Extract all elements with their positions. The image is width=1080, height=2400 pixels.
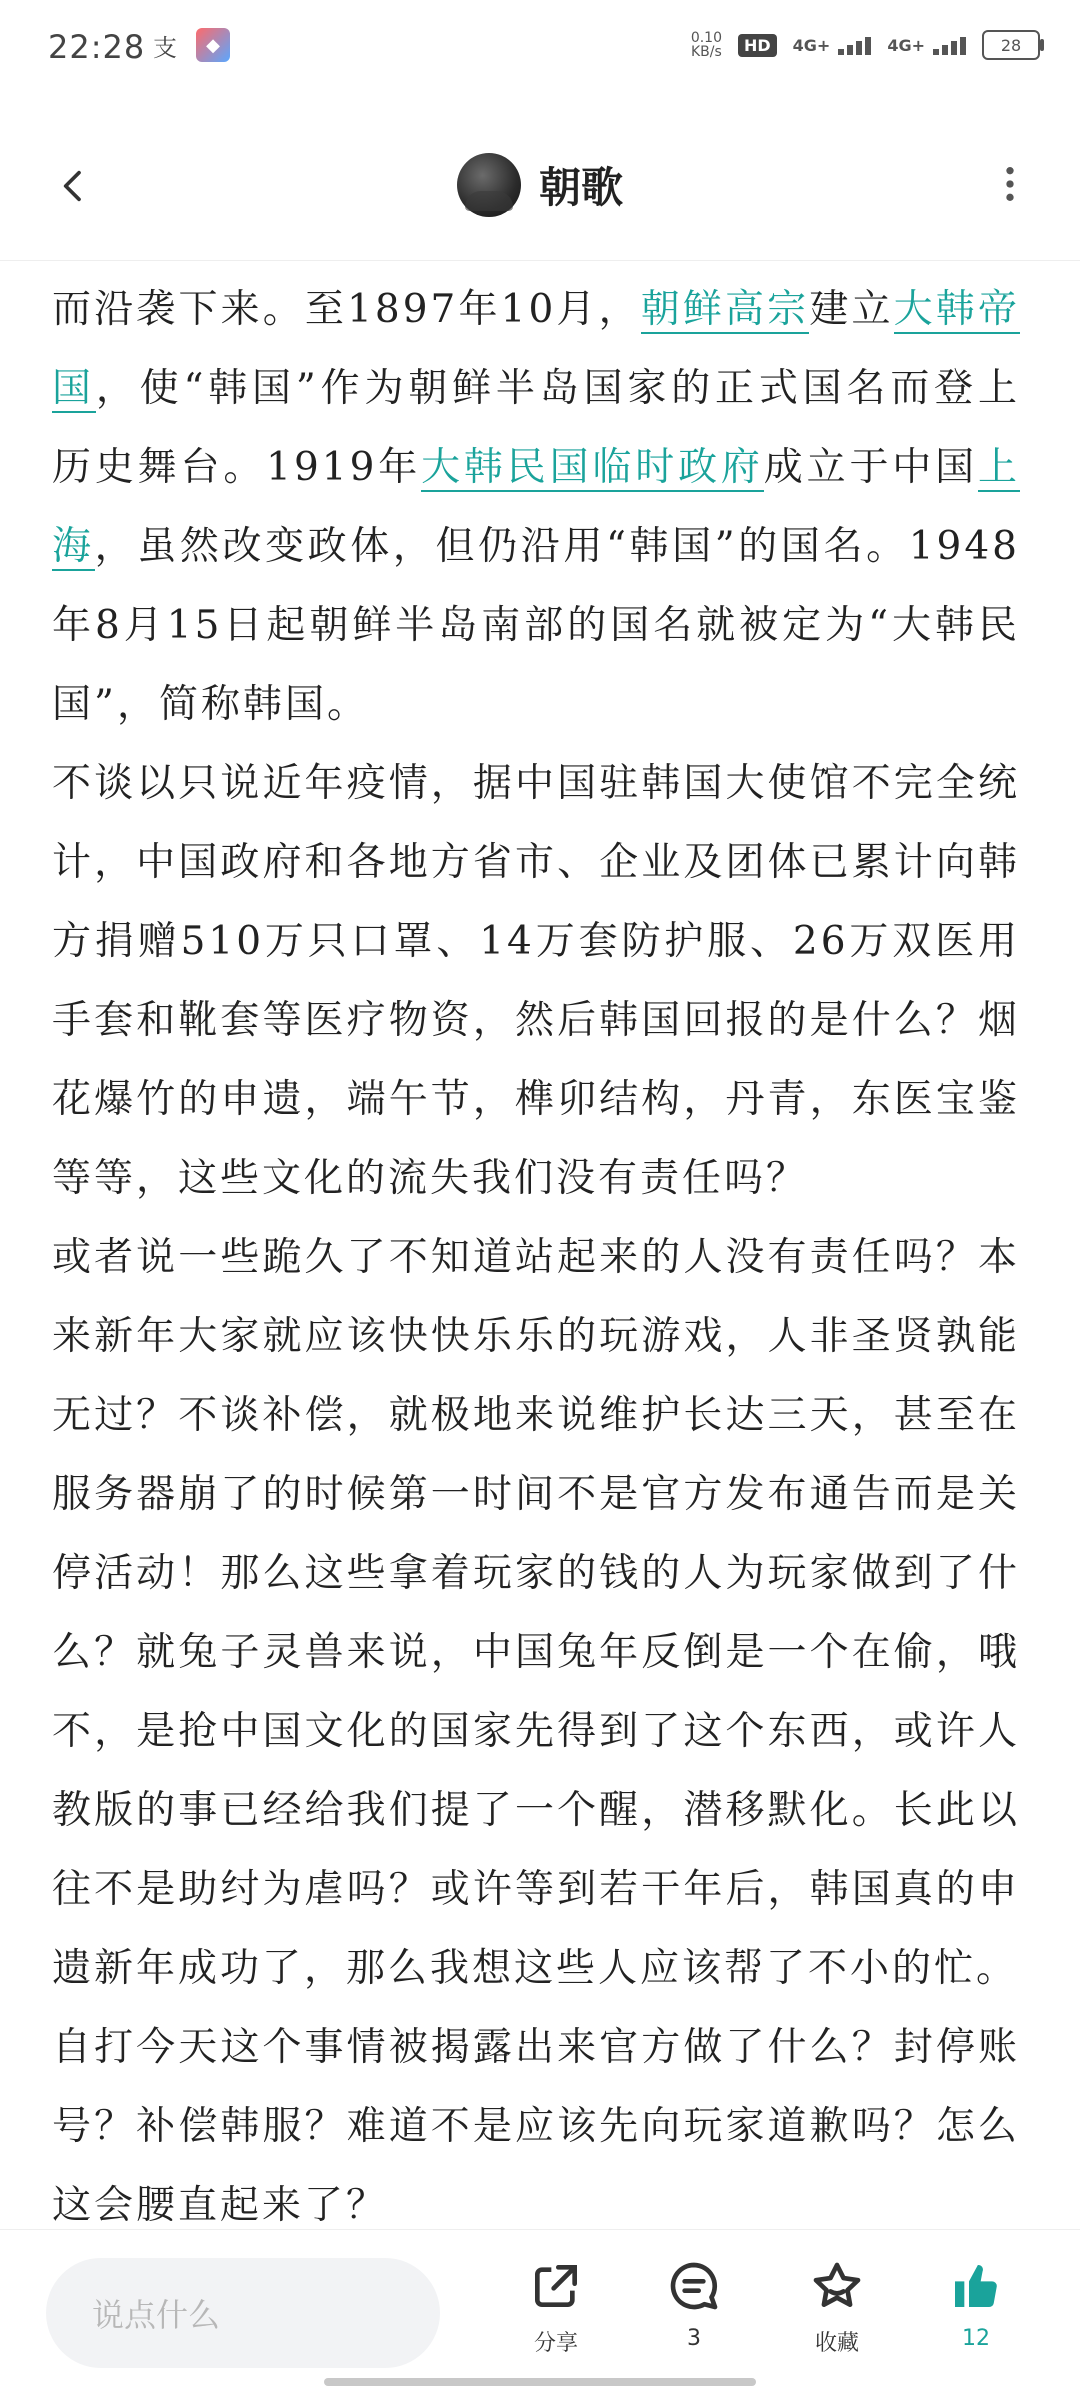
network-speed: 0.10 KB/s bbox=[690, 30, 722, 60]
game-icon: ◆ bbox=[196, 28, 230, 62]
share-icon bbox=[526, 2256, 586, 2316]
paragraph-1: 而沿袭下来。至1897年10月，朝鲜高宗建立大韩帝国，使“韩国”作为朝鲜半岛国家的正式国名而登上历史舞台。1919年大韩民国临时政府成立于中国上海，虽然改变政体，但仍沿用“韩国”的国名。1948年8月15日起朝鲜半岛南部的国名就被定为“大韩民国”，简称韩国。 bbox=[52, 287, 1020, 727]
more-vertical-icon bbox=[998, 164, 1022, 204]
back-button[interactable] bbox=[44, 156, 104, 216]
notification-icons bbox=[148, 28, 230, 62]
comment-icon bbox=[664, 2256, 724, 2316]
signal-bars-icon bbox=[933, 35, 966, 55]
avatar bbox=[457, 153, 521, 217]
thumbs-up-icon bbox=[946, 2256, 1006, 2316]
paragraph-2: 不谈以只说近年疫情，据中国驻韩国大使馆不完全统计，中国政府和各地方省市、企业及团体已累计向韩方捐赠510万只口罩、14万套防护服、26万双医用手套和靴套等医疗物资，然后韩国回报的是什么？烟花爆竹的申遗，端午节，榫卯结构，丹青，东医宝鉴等等，这些文化的流失我们没有责任吗？ bbox=[52, 761, 1020, 1201]
back-icon bbox=[54, 166, 94, 206]
status-indicators bbox=[691, 30, 1040, 60]
paragraph-4: 自打今天这个事情被揭露出来官方做了什么？封停账号？补偿韩服？难道不是应该先向玩家道歉吗？怎么这会腰直起来了？ bbox=[52, 2025, 1020, 2228]
signal-sim1: 4G+ bbox=[793, 35, 872, 55]
favorite-button[interactable]: 收藏 bbox=[777, 2256, 897, 2376]
more-button[interactable] bbox=[980, 154, 1040, 214]
status-bar bbox=[0, 0, 1080, 100]
status-time: 22:28 bbox=[48, 28, 146, 66]
page-title: 朝歌 bbox=[538, 163, 623, 212]
link-chaoxian-gaozong[interactable]: 朝鲜高宗 bbox=[640, 287, 810, 332]
link-dahanminguo-linshizhengfu[interactable]: 大韩民国临时政府 bbox=[421, 445, 764, 490]
article-content bbox=[52, 270, 1020, 2230]
comment-input[interactable]: 说点什么 bbox=[46, 2258, 440, 2368]
battery-icon: 28 bbox=[982, 30, 1040, 60]
star-icon bbox=[807, 2256, 867, 2316]
home-indicator bbox=[324, 2378, 756, 2386]
comments-button[interactable]: 3 bbox=[634, 2256, 754, 2376]
hd-icon: HD bbox=[738, 34, 777, 57]
link-dahan-diguo[interactable]: 大韩帝国 bbox=[52, 287, 1020, 411]
share-button[interactable]: 分享 bbox=[496, 2256, 616, 2376]
signal-sim2: 4G+ bbox=[887, 35, 966, 55]
paragraph-3: 或者说一些跪久了不知道站起来的人没有责任吗？本来新年大家就应该快快乐乐的玩游戏，人非圣贤孰能无过？不谈补偿，就极地来说维护长达三天，甚至在服务器崩了的时候第一时间不是官方发布通告而是关停活动！那么这些拿着玩家的钱的人为玩家做到了什么？就兔子灵兽来说，中国兔年反倒是一个在偷，哦不，是抢中国文化的国家先得到了这个东西，或许人教版的事已经给我们提了一个醒，潜移默化。长此以往不是助纣为虐吗？或许等到若干年后，韩国真的申遗新年成功了，那么我想这些人应该帮了不小的忙。 bbox=[52, 1235, 1020, 1991]
alipay-icon: 支 bbox=[153, 33, 177, 62]
like-button[interactable]: 12 bbox=[916, 2256, 1036, 2376]
app-bar bbox=[0, 110, 1080, 261]
signal-bars-icon bbox=[838, 35, 871, 55]
bottom-action-bar bbox=[0, 2229, 1080, 2400]
title-group bbox=[457, 153, 623, 217]
link-shanghai[interactable]: 上海 bbox=[52, 445, 1020, 569]
